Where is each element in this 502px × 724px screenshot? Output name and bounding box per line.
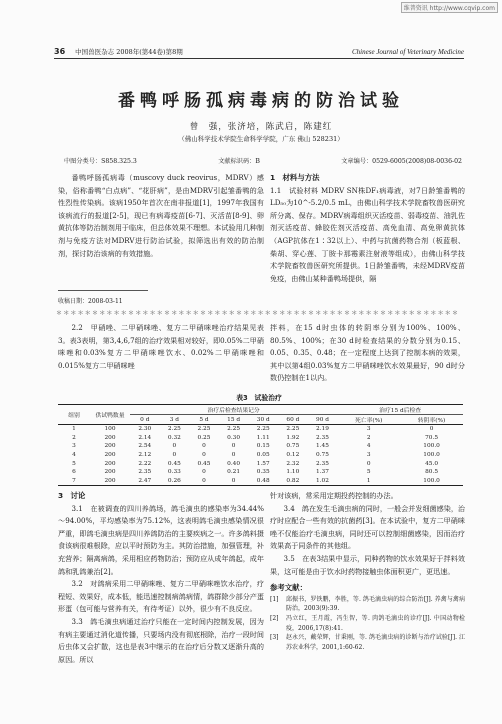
table-cell: 200 [90,477,130,486]
table-cell: 0.33 [167,469,181,476]
watermark: 维普资讯 http://www.cqvip.com [401,2,498,13]
table-cell: 200 [104,469,116,476]
discussion-paragraph: 3.5 在表3结果中显示，同种药物的饮水效果好于拌料效果，这可能是由于饮水时药物接触虫体面积更广，更迅速。 [270,553,465,576]
discussion-paragraph: 针对该病，常采用定期投药控制的办法。 [270,491,398,500]
reference-text: 赵永兴，戴荣辉，甘秉刚，等. 鸽毛滴虫病的诊断与治疗试验[J]. 江苏农业科学，2001,1:60-62. [286,634,465,651]
table-cell: 0 [429,426,434,433]
results-left-column [58,322,264,372]
table-cell: 4 [366,443,371,450]
references-heading: 参考文献： [270,583,307,593]
table-cell: 3 [366,426,371,433]
article-title: 番鸭呼肠孤病毒病的防治试验 [118,91,404,111]
table-cell: 4 [72,452,76,459]
section-heading-materials: 1 材料与方法 [270,173,320,182]
table-cell: 0.12 [286,452,300,459]
table-cell: 5 [72,460,76,467]
methods-column [270,172,465,285]
results-paragraph-left: 2.2 甲硝唑、二甲硝咪唑、复方二甲硝咪唑治疗结果见表3。表3表明，第3,4,6,7组的治疗效果相对较好，即0.05%二甲硝咪唑和0.03%复方二甲硝咪唑饮水、0.02%二甲硝咪唑和0.015%复方二甲硝咪唑 [58,323,264,370]
discussion-paragraph: 3.4 鸽在发生毛滴虫病的同时，一般会并发细菌感染，治疗时应配合一些有效的抗菌药[3]。在本试验中，复方二甲硝咪唑不仅能治疗毛滴虫病，同时还可以控制细菌感染，因而治疗效果高于同条件的其他组。 [270,503,466,551]
table-cell: 0.21 [227,469,241,476]
discussion-right-column [270,490,465,652]
table-cell: 200 [104,452,116,459]
table-header-day: 15 d [219,415,249,425]
table-cell: 0.30 [227,434,241,441]
table-header-scores: 治疗后检查结果记分 [130,405,337,415]
table-cell: 100 [104,426,116,433]
reference-item [270,633,465,652]
table-header-day: 0 d [130,415,160,425]
table-cell: 2.30 [138,426,152,433]
table-cell: 1.45 [316,443,329,450]
table-cell: 1.11 [256,434,270,441]
journal-name-en: Chinese Journal of Veterinary Medicine [352,48,464,56]
table-body [58,425,463,486]
received-date: 收稿日期：2008-03-11 [58,298,123,305]
table-cell: 1 [72,426,76,433]
table-row [58,434,463,443]
table-cell: 2.19 [316,426,329,433]
page-number: 36 [54,47,66,56]
table-cell: 2.35 [316,460,329,467]
table-cell: 0 [202,443,206,450]
table-cell: 0.75 [286,443,300,450]
authors: 曾 强，张济培，陈武启，陈建红 [189,122,333,132]
table-cell: 0.82 [278,477,308,486]
reference-text: 邱振书，罗铁鹏，李胜，等. 鸽毛滴虫病的综合防治[J]. 养禽与禽病防治，2003(9):39. [286,595,465,613]
table-cell: 100.0 [400,477,463,486]
table-cell: 2.54 [138,443,152,450]
table-cell: 45.0 [425,460,439,467]
table-cell: 1 [337,477,400,486]
table-cell: 2.25 [286,426,300,433]
results-table [58,404,463,486]
table-cell: 7 [58,477,90,486]
table-header-day: 3 d [160,415,190,425]
table-header-day: 90 d [308,415,338,425]
reference-number: [2] [270,614,279,622]
table-cell: 0.35 [256,469,270,476]
table-cell: 0 [219,477,249,486]
table-cell: 200 [104,443,116,450]
reference-number: [3] [270,634,279,642]
reference-item [270,614,465,633]
table-row [58,451,463,460]
affiliation: （佛山科学技术学院生命科学学院，广东 佛山 528231） [178,135,344,143]
table-row [58,425,463,434]
journal-name-cn: 中国兽医杂志 2008年(第44卷)第8期 [75,48,183,56]
table-cell: 0.15 [256,443,270,450]
table-cell: 0 [202,469,206,476]
discussion-heading: 3 讨论 [58,491,86,500]
table-cell: 0 [202,452,206,459]
table-cell: 2 [72,434,76,441]
discussion-paragraph: 3.1 在被调查的四川养鸽场，鸽毛滴虫的感染率为34.44%～94.00%，平均感染率为75.12%，这表明鸽毛滴虫感染情况很严重，即鸽毛滴虫病是四川养鸽防治的主要疾病之一。许多鸽料摄食该病很难根除，应以平时预防为主。其防治措施，加强管理，补充营养；隔离病鸽，采用相应药物防治；预防应从成年鸽起，成年鸽和乳鸽兼治[2]。 [58,503,264,576]
table-cell: 6 [72,469,76,476]
table-cell: 3 [72,443,76,450]
table-header-after: 治疗15 d后检查 [337,405,463,415]
table-row [58,468,463,477]
footnote-divider [58,290,148,291]
table-cell: 2.25 [197,426,211,433]
table-cell: 2.35 [316,434,329,441]
table-cell: 0.40 [227,460,241,467]
table-row [58,442,463,451]
table-cell: 1.57 [256,460,270,467]
table-header-day: 5 d [189,415,219,425]
table-cell: 200 [104,434,116,441]
table-cell: 2.12 [138,452,152,459]
table-cell: 0.26 [160,477,190,486]
discussion-paragraph: 3.2 对鸽病采用二甲硝咪唑、复方二甲硝咪唑饮水治疗，疗程短、效果好，成本低，能迅速控制病鸽病情，鸽群除少部分产蛋形蛋（包可能与营养有关，有待考证）以外，很少有不良反应。 [58,579,264,614]
document-code: 文献标识码：B [218,158,260,165]
table-cell: 2.35 [138,469,152,476]
table-row [58,459,463,468]
table-cell: 0.25 [197,434,211,441]
materials-paragraph [270,185,465,286]
table-cell: 0.48 [248,477,278,486]
table-header-group: 组别 [58,405,90,425]
article-metadata [64,156,462,165]
table-cell: 5 [366,469,371,476]
table-cell: 1.92 [286,434,300,441]
table-cell: 0 [231,452,236,459]
table-cell: 1.37 [316,469,329,476]
star-divider: ＊＊＊＊＊＊＊＊＊＊＊＊＊＊＊＊＊＊＊＊＊＊＊＊＊＊＊＊＊＊＊＊＊＊＊＊＊＊＊＊＊＊＊＊＊＊＊＊＊＊＊＊＊＊＊＊ [56,310,460,317]
table-header-mortality: 死亡率(%) [337,415,400,425]
table-cell: 70.5 [425,434,439,441]
table-header-day: 60 d [278,415,308,425]
table-cell: 2.32 [286,460,300,467]
subsection-heading: 1.1 试验材料 [270,185,319,195]
table-cell: 2 [366,434,371,441]
table-cell: 0 [231,443,236,450]
table-cell: 2.22 [138,460,152,467]
results-right-column [270,322,465,385]
discussion-paragraph: 3.3 鸽毛滴虫病通过治疗只能在一定时间内控制发展，因为有病主要通过消化道传播，只要场内没有彻底根除，治疗一段时间后虫体又会扩散，这也是表3中继示的在治疗后分数又逐渐升高的原因。所以 [58,616,264,664]
table-header-count: 供试鸭数量 [90,405,130,425]
discussion-left-column [58,490,264,666]
table-cell: 2.25 [227,426,241,433]
materials-text: MDRV SN株DF₁病毒液，对7日龄雏番鸭的LD₅₀为10^-5.2/0.5 mL，由佛山科学技术学院畜牧兽医研究所分离、保存。MDRV病毒组织灭活疫苗、弱毒疫苗、油乳佐剂灭活疫苗、蜂胶佐剂灭活疫苗、高免血清、高免卵黄抗体（AGP抗体在1∶32以上）、中药与抗菌药物合剂（板蓝根、柴胡、穿心莲、丁胺卡那霉素注射液等组成），由佛山科学技术学院畜牧兽医研究所提供。1日龄雏番鸭，未经MDRV疫苗免疫，由佛山某种番鸭场提供，隔 [270,185,465,283]
table-cell: 0 [366,460,371,467]
reference-item [270,595,465,614]
clc-number: 中图分类号：S858.325.3 [64,158,137,165]
table-cell: 3 [366,452,371,459]
table-title: 表3 试验治疗 [236,394,282,402]
table-cell: 0.75 [316,452,329,459]
table-cell: 0 [172,452,177,459]
table-cell: 0.45 [167,460,181,467]
table-cell: 100.0 [423,452,440,459]
results-paragraph-right: 拌料，在15 d时虫体的转阴率分别为100%、100%、80.5%、100%；在30 d时检查结果的分数分别为0.15、0.05、0.35、0.48；在一定程度上达到了控制本病的效果，其中以第4组0.03%复方二甲硝咪唑饮水效果最好，90 d时分数仍控制在1以内。 [270,323,465,383]
table-cell: 0.05 [256,452,270,459]
table-cell: 2.47 [130,477,160,486]
reference-number: [1] [270,595,279,603]
table-cell: 2.14 [138,434,152,441]
reference-list [270,595,465,653]
table-cell: 200 [104,460,116,467]
article-id: 文章编号：0529-6005(2008)08-0036-02 [341,158,462,165]
intro-column [58,172,264,260]
table-cell: 0 [189,477,219,486]
table-header-day: 30 d [248,415,278,425]
table-row [58,477,463,486]
table-cell: 0.45 [197,460,211,467]
intro-paragraph: 番鸭呼肠孤病毒（muscovy duck reovirus，MDRV）感染，俗称番鸭“白点病”、“花肝病”，是由MDRV引起雏番鸭的急性烈性传染病。该病1950年首次在南非报道[1]，1997年我国有该病流行的报道[2-5]，现已有病毒疫苗[6-7]、灭活苗[8-9]、卵黄抗体等防治制剂用于临床，但总体效果不理想。本试验用几种制剂与免疫方法对MDRV进行防治试验，拟筛选出有效的防治制剂，探讨防治该病的有效措施。 [58,173,264,258]
table-cell: 2.25 [256,426,270,433]
table-cell: 1.02 [308,477,338,486]
running-header [54,44,464,59]
table-cell: 2.25 [167,426,181,433]
table-cell: 1.10 [286,469,300,476]
table-cell: 0.32 [167,434,181,441]
table-cell: 0 [172,443,177,450]
reference-text: 冯立红，王月霞，冯生智，等. 肉鸽毛滴虫的诊疗[J]. 中国动物检疫，2006,17(8):41. [286,614,465,632]
table-cell: 100.0 [423,443,440,450]
table-cell: 80.5 [425,469,439,476]
table-header-negative-rate: 转阴率(%) [400,415,463,425]
